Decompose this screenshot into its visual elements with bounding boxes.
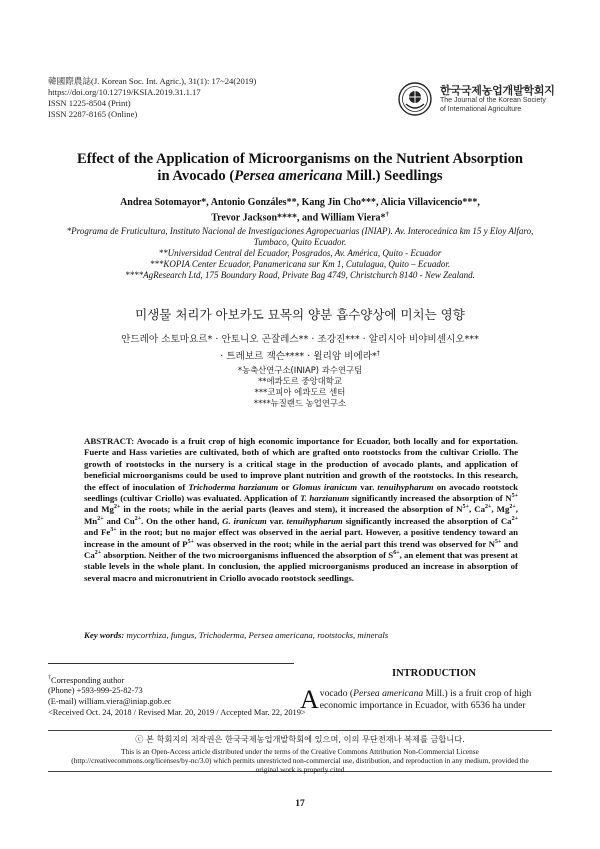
abstract-text: and Fe xyxy=(84,527,111,538)
abstract-text: . On the other hand, xyxy=(141,515,223,526)
corresponding-mark: † xyxy=(385,211,389,218)
species-name: Glomus iranicum xyxy=(292,481,358,492)
superscript: 2+ xyxy=(134,515,142,522)
dates-line: <Received Oct. 24, 2018 / Revised Mar. 20, 2019 / Accepted Mar. 22, 2019> xyxy=(48,707,306,717)
korean-affiliation-line: ***코피아 에콰도르 센터 xyxy=(254,387,346,397)
license-box xyxy=(48,730,552,772)
korean-affiliation-line: ****뉴질랜드 농업연구소 xyxy=(253,398,347,408)
superscript: 5+ xyxy=(494,538,502,545)
intro-species: Persea americana xyxy=(353,688,424,699)
korean-corresponding-mark: † xyxy=(376,350,380,357)
korean-affiliation-line: *농축산연구소(INIAP) 과수연구팀 xyxy=(237,365,363,375)
authors-line1: Andrea Sotomayor*, Antonio Gonzáles**, Kang Jin Cho***, Alicia Villavicencio***, xyxy=(120,197,480,208)
korean-authors-line1: 안드레아 소토마요르* · 안토니오 곤잘레스** · 조강진*** · 알리시아 비야비센시오*** xyxy=(121,334,479,345)
intro-line1 xyxy=(300,688,554,700)
title-text: Mill.) Seedlings xyxy=(342,167,443,184)
keywords xyxy=(84,630,518,640)
title-species: Persea americana xyxy=(234,167,343,184)
superscript: 2+ xyxy=(97,515,104,522)
society-name-en-line2: of International Agriculture xyxy=(440,105,522,113)
species-name: T. harzianum xyxy=(300,493,350,504)
affiliation-line: Tumbaco, Quito Ecuador. xyxy=(253,237,347,247)
authors-text: Trevor Jackson****, and William Viera* xyxy=(211,212,386,224)
article-title-line1: Effect of the Application of Microorganisms on the Nutrient Absorption xyxy=(76,151,524,167)
korean-authors-text: · 트레보르 잭슨**** · 윌리암 비에라* xyxy=(220,351,377,363)
society-logo xyxy=(398,80,558,120)
society-seal-icon xyxy=(398,82,432,116)
article-title-line2 xyxy=(60,168,540,185)
species-name: G. iranicum xyxy=(222,515,267,526)
issn-print: ISSN 1225-8504 (Print) xyxy=(48,98,131,108)
doi-link[interactable]: https://doi.org/10.12719/KSIA.2019.31.1.17 xyxy=(48,87,201,97)
abstract-text: and Mg xyxy=(84,504,114,515)
email-line[interactable]: (E-mail) william.viera@iniap.gob.ec xyxy=(48,696,172,706)
footnote-divider xyxy=(48,663,294,664)
license-en: This is an Open-Access article distributed under the terms of the Creative Commons Attribution Non-Commercial License (http://creativecommons.org/licenses/by-nc/3.0) which permits unrestricted non-commercial use, distribution, and reproduction in any medium, provided the original work is properly cited xyxy=(71,747,529,774)
footnote xyxy=(48,673,306,718)
abstract-text: or xyxy=(278,481,293,492)
abstract-text: significantly increased the absorption of N xyxy=(349,493,512,504)
abstract xyxy=(84,436,518,584)
korean-affiliations xyxy=(60,365,540,409)
abstract-text: on avocado rootstock seedlings (cultivar Criollo) was evaluated. Application of xyxy=(84,481,519,504)
abstract-text: and Cu xyxy=(103,515,135,526)
species-name: tenuihypharum xyxy=(286,515,343,526)
footnote-mark: † xyxy=(48,675,51,681)
authors-line2 xyxy=(60,209,540,224)
society-name-en xyxy=(440,97,560,114)
korean-author-list xyxy=(60,333,540,364)
society-name-ko: 한국국제농업개발학회지 xyxy=(440,84,555,97)
intro-line2: economic importance in Ecuador, with 6536 ha under xyxy=(319,700,526,712)
abstract-text: var. xyxy=(357,481,378,492)
abstract-text: significantly increased the absorption of Ca xyxy=(342,515,512,526)
abstract-text: , Mn xyxy=(84,504,518,526)
drop-cap: A xyxy=(300,685,319,714)
corresponding-label: Corresponding author xyxy=(51,675,125,685)
journal-citation: 韓國際農誌(J. Korean Soc. Int. Agric.), 31(1): 17~24(2019) xyxy=(48,76,257,86)
abstract-text: was observed in the root; while in the aerial part this trend was observed for N xyxy=(193,538,495,549)
affiliation-line: ***KOPIA Center Ecuador, Panamericana sur Km 1, Cutulagua, Quito – Ecuador. xyxy=(149,259,451,269)
korean-title: 미생물 처리가 아보카도 묘목의 양분 흡수양상에 미치는 영향 xyxy=(135,307,465,322)
article-title xyxy=(60,151,540,184)
abstract-text: , an element that was present at stable levels in the whole plant. In conclusion, the applied microorganisms produced an increase in absorption of several macro and micronutrient in Criollo avocado rootstock seedlings. xyxy=(84,550,518,583)
korean-affiliation-line: **에콰도르 중앙대학교 xyxy=(258,376,342,386)
superscript: 6+ xyxy=(393,550,400,557)
affiliation-line: **Universidad Central del Ecuador, Posgrados, Av. América, Quito - Ecuador xyxy=(158,248,442,258)
superscript: 5+ xyxy=(511,493,518,500)
phone-line: (Phone) +593-999-25-82-73 xyxy=(48,686,143,696)
abstract-text: , Mg xyxy=(491,504,510,515)
korean-authors-line2 xyxy=(60,347,540,364)
abstract-text: , Ca xyxy=(468,504,485,515)
affiliation-line: ****AgResearch Ltd, 175 Boundary Road, Private Bag 4749, Christchurch 8140 - New Zealand. xyxy=(125,270,475,280)
keywords-label: Key words: xyxy=(84,630,125,640)
copyright-ko: ⓒ 본 학회지의 저작권은 한국국제농업개발학회에 있으며, 이의 무단전재나 복제를 금합니다. xyxy=(135,734,465,744)
introduction-heading: INTRODUCTION xyxy=(392,668,477,679)
title-text: in Avocado ( xyxy=(157,167,235,184)
superscript: 2+ xyxy=(511,515,518,522)
affiliation-line: *Programa de Fruticultura, Instituto Nacional de Investigaciones Agropecuarias (INIAP). Av. Interoceánica km 15 y Eloy Alfaro, xyxy=(66,226,534,236)
superscript: 5+ xyxy=(462,504,469,511)
author-list xyxy=(60,197,540,224)
affiliations xyxy=(50,226,550,281)
species-name: Trichoderma harzianum xyxy=(188,481,279,492)
introduction-text xyxy=(300,685,554,714)
society-name-en-line1: The Journal of the Korean Society xyxy=(440,97,546,104)
keywords-text: mycorrhiza, fungus, Trichoderma, Persea americana, rootstocks, minerals xyxy=(124,630,389,640)
issn-online: ISSN 2287-8165 (Online) xyxy=(48,109,138,119)
superscript: 2+ xyxy=(113,504,121,511)
corresponding-author-line xyxy=(48,673,306,686)
page-number: 17 xyxy=(295,799,305,809)
species-name: tenuihypharum xyxy=(377,481,434,492)
abstract-text: Avocado is a fruit crop of high economic importance for Ecuador, both locally and for exportation. Fuerte and Hass varieties are cultivated, both of which are grafted onto rootstocks from the cultivar Criollo. The growth of rootstocks in the nursery is a critical stage in the production of avocado plants, and application of beneficial microorganisms could be used to improve plant nutrition and growth of the rootstocks. In this research, the effect of inoculation of xyxy=(84,436,518,492)
journal-header xyxy=(48,76,256,120)
abstract-label: ABSTRACT: xyxy=(84,436,135,446)
superscript: 5+ xyxy=(187,538,194,545)
abstract-text: in the roots; while in the aerial parts (leaves and stem), it increased the absorption of N xyxy=(120,504,463,515)
superscript: 3+ xyxy=(110,527,117,534)
abstract-text: in the root; but no major effect was observed in the aerial part. However, a positive tendency toward an increase in the amount of P xyxy=(84,527,518,549)
abstract-text: absorption. Neither of the two microorganisms influenced the absorption of S xyxy=(101,550,394,561)
intro-text: vocado ( xyxy=(319,688,354,699)
abstract-text: and Ca xyxy=(84,538,518,561)
intro-text: Mill.) is a fruit crop of high xyxy=(423,688,532,699)
superscript: 2+ xyxy=(484,504,492,511)
abstract-text: var. xyxy=(266,515,287,526)
superscript: 2+ xyxy=(509,504,516,511)
superscript: 2+ xyxy=(94,550,102,557)
